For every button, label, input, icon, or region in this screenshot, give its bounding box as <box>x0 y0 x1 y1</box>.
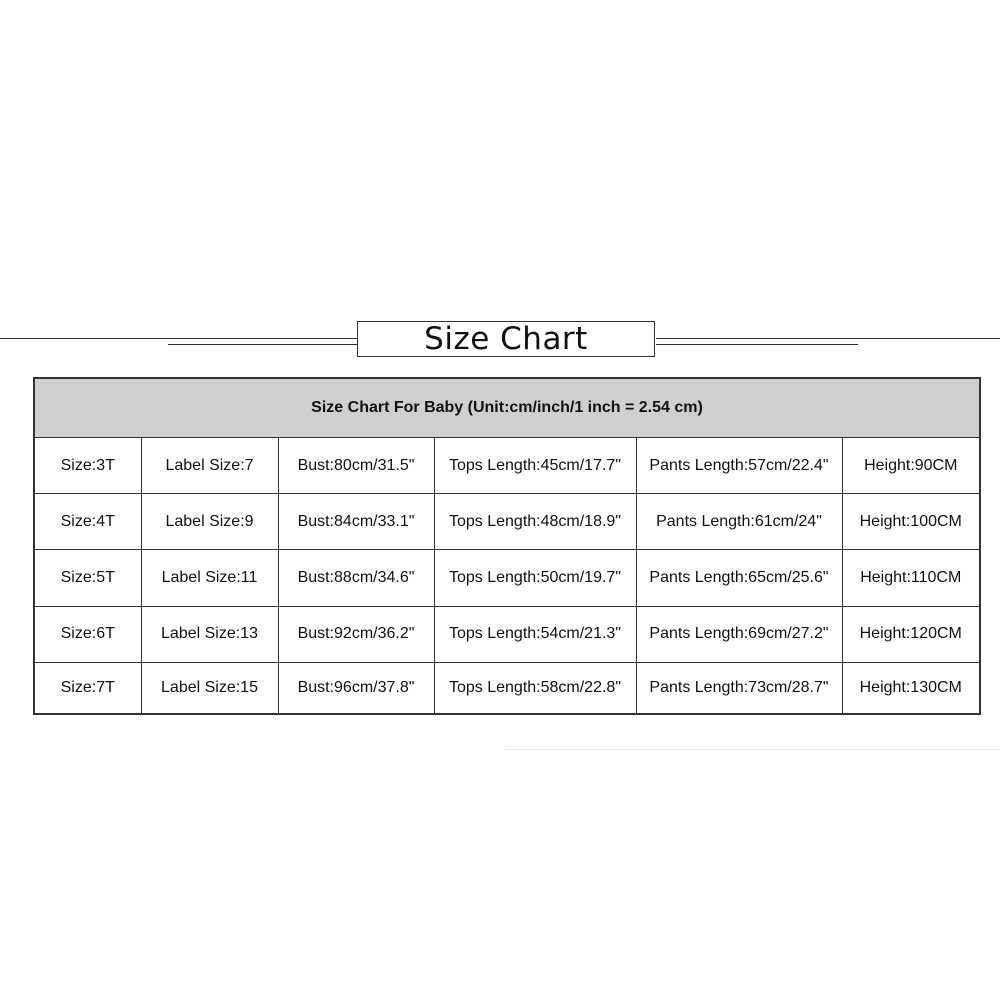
page-title: Size Chart <box>357 321 655 357</box>
height-cell: Height:110CM <box>842 550 980 606</box>
bust-cell: Bust:96cm/37.8" <box>278 662 434 714</box>
tops-length-cell: Tops Length:48cm/18.9" <box>434 494 636 550</box>
pants-length-cell: Pants Length:61cm/24" <box>636 494 842 550</box>
height-cell: Height:130CM <box>842 662 980 714</box>
size-cell: Size:3T <box>34 438 141 494</box>
table-row <box>34 550 980 606</box>
banner-rule-inner-right <box>656 344 858 345</box>
size-cell: Size:6T <box>34 606 141 662</box>
banner-rule-outer-left <box>0 338 357 339</box>
pants-length-cell: Pants Length:57cm/22.4" <box>636 438 842 494</box>
tops-length-cell: Tops Length:45cm/17.7" <box>434 438 636 494</box>
table-row <box>34 494 980 550</box>
table-row <box>34 438 980 494</box>
size-cell: Size:4T <box>34 494 141 550</box>
label-size-cell: Label Size:7 <box>141 438 278 494</box>
divider <box>505 749 1000 750</box>
bust-cell: Bust:88cm/34.6" <box>278 550 434 606</box>
bust-cell: Bust:80cm/31.5" <box>278 438 434 494</box>
height-cell: Height:100CM <box>842 494 980 550</box>
size-chart-table <box>33 377 981 715</box>
label-size-cell: Label Size:13 <box>141 606 278 662</box>
banner-rule-inner-left <box>168 344 357 345</box>
pants-length-cell: Pants Length:65cm/25.6" <box>636 550 842 606</box>
pants-length-cell: Pants Length:73cm/28.7" <box>636 662 842 714</box>
bust-cell: Bust:84cm/33.1" <box>278 494 434 550</box>
bust-cell: Bust:92cm/36.2" <box>278 606 434 662</box>
table-row <box>34 662 980 714</box>
label-size-cell: Label Size:9 <box>141 494 278 550</box>
table-caption: Size Chart For Baby (Unit:cm/inch/1 inch = 2.54 cm) <box>34 378 980 438</box>
table-row <box>34 606 980 662</box>
tops-length-cell: Tops Length:54cm/21.3" <box>434 606 636 662</box>
height-cell: Height:120CM <box>842 606 980 662</box>
size-cell: Size:5T <box>34 550 141 606</box>
size-cell: Size:7T <box>34 662 141 714</box>
label-size-cell: Label Size:15 <box>141 662 278 714</box>
pants-length-cell: Pants Length:69cm/27.2" <box>636 606 842 662</box>
tops-length-cell: Tops Length:58cm/22.8" <box>434 662 636 714</box>
label-size-cell: Label Size:11 <box>141 550 278 606</box>
banner-rule-outer-right <box>656 338 1000 339</box>
tops-length-cell: Tops Length:50cm/19.7" <box>434 550 636 606</box>
height-cell: Height:90CM <box>842 438 980 494</box>
